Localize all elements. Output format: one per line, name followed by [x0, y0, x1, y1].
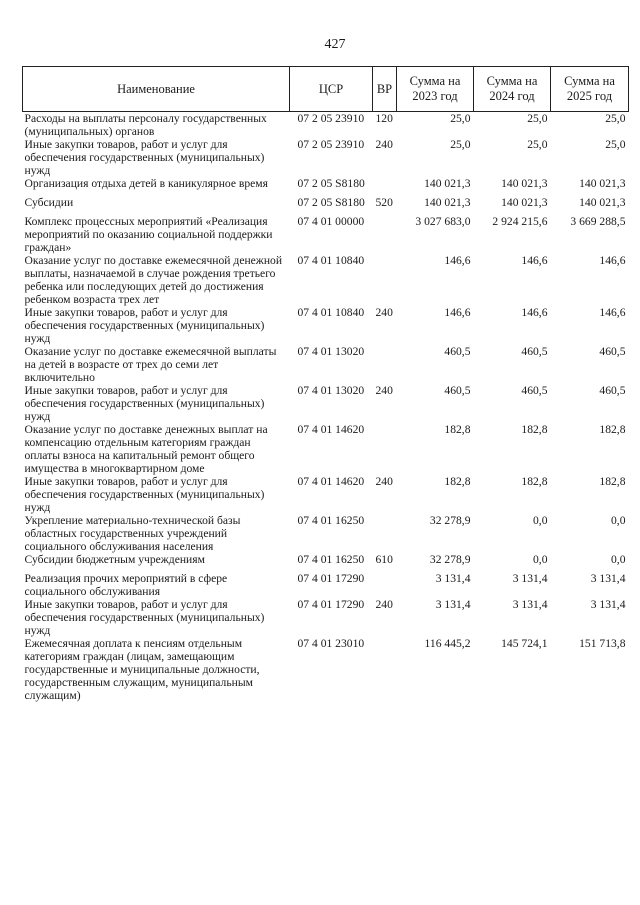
row-sum-2023: 25,0	[450, 112, 471, 125]
table-row	[23, 306, 629, 345]
row-sum-2024: 3 131,4	[512, 572, 548, 585]
table-row	[23, 384, 629, 423]
header-vr: ВР	[373, 67, 397, 112]
row-csr: 07 2 05 23910	[297, 112, 365, 125]
row-name: Оказание услуг по доставке денежных выплат на компенсацию отдельным категориям граждан оплаты взноса на капитальный ремонт общего имущества в многоквартирном доме	[24, 423, 268, 475]
table-row	[23, 112, 629, 139]
row-sum-2024: 25,0	[527, 112, 548, 125]
row-name: Ежемесячная доплата к пенсиям отдельным категориям граждан (лицам, замещающим государственные и муниципальные должности, государственным служащим, муниципальным служащим)	[24, 637, 260, 702]
row-sum-2025: 140 021,3	[579, 196, 626, 209]
table-row	[23, 553, 629, 572]
row-sum-2023: 3 027 683,0	[415, 215, 471, 228]
table-row	[23, 177, 629, 196]
row-sum-2023: 32 278,9	[429, 514, 471, 527]
row-sum-2025: 25,0	[605, 138, 626, 151]
row-name: Укрепление материально-технической базы областных государственных учреждений социального обслуживания населения	[24, 514, 241, 553]
header-csr: ЦСР	[290, 67, 373, 112]
row-name: Иные закупки товаров, работ и услуг для обеспечения государственных (муниципальных) нужд	[24, 384, 265, 423]
row-sum-2023: 460,5	[444, 384, 471, 397]
row-sum-2025: 140 021,3	[579, 177, 626, 190]
header-sum-2024: Сумма на 2024 год	[474, 67, 551, 112]
row-vr	[373, 215, 397, 254]
row-name: Иные закупки товаров, работ и услуг для обеспечения государственных (муниципальных) нужд	[24, 598, 265, 637]
row-csr: 07 4 01 23010	[297, 637, 365, 650]
row-vr: 240	[375, 598, 393, 611]
row-sum-2025: 460,5	[599, 384, 626, 397]
table-row	[23, 215, 629, 254]
header-sum-2025: Сумма на 2025 год	[551, 67, 629, 112]
header-name: Наименование	[23, 67, 290, 112]
row-vr	[373, 514, 397, 553]
row-sum-2023: 146,6	[444, 306, 471, 319]
table-row	[23, 138, 629, 177]
row-sum-2025: 0,0	[611, 553, 626, 566]
row-vr	[373, 637, 397, 702]
table-row	[23, 423, 629, 475]
table-row	[23, 254, 629, 306]
row-csr: 07 4 01 10840	[297, 254, 365, 267]
row-csr: 07 4 01 17290	[297, 598, 365, 611]
row-vr	[373, 345, 397, 384]
row-sum-2023: 116 445,2	[424, 637, 471, 650]
row-name: Комплекс процессных мероприятий «Реализация мероприятий по оказанию социальной поддержки граждан»	[24, 215, 273, 254]
row-vr	[373, 177, 397, 196]
row-csr: 07 4 01 00000	[297, 215, 365, 228]
row-sum-2025: 25,0	[605, 112, 626, 125]
row-sum-2023: 32 278,9	[429, 553, 471, 566]
row-sum-2023: 140 021,3	[424, 177, 471, 190]
row-csr: 07 4 01 14620	[297, 423, 365, 436]
row-vr: 520	[375, 196, 393, 209]
row-sum-2023: 25,0	[450, 138, 471, 151]
row-sum-2024: 0,0	[533, 514, 548, 527]
row-vr: 240	[375, 475, 393, 488]
row-sum-2024: 460,5	[521, 384, 548, 397]
row-name: Иные закупки товаров, работ и услуг для обеспечения государственных (муниципальных) нужд	[24, 138, 265, 177]
table-row	[23, 598, 629, 637]
row-csr: 07 4 01 17290	[297, 572, 365, 585]
header-sum-2023: Сумма на 2023 год	[397, 67, 474, 112]
row-vr: 240	[375, 138, 393, 151]
row-sum-2025: 3 669 288,5	[570, 215, 626, 228]
table-header-row	[23, 67, 629, 112]
row-sum-2023: 182,8	[444, 475, 471, 488]
row-name: Субсидии бюджетным учреждениям	[24, 553, 205, 566]
row-csr: 07 4 01 10840	[297, 306, 365, 319]
row-vr: 120	[375, 112, 393, 125]
table-row	[23, 514, 629, 553]
row-csr: 07 2 05 23910	[297, 138, 365, 151]
row-sum-2023: 3 131,4	[435, 572, 471, 585]
row-vr: 240	[375, 384, 393, 397]
row-csr: 07 4 01 13020	[297, 384, 365, 397]
row-sum-2024: 182,8	[521, 475, 548, 488]
row-name: Оказание услуг по доставке ежемесячной денежной выплаты, назначаемой в случае рождения третьего ребенка или последующих детей до достижения ребенком возраста трех лет	[24, 254, 283, 306]
table-row	[23, 196, 629, 215]
row-vr: 240	[375, 306, 393, 319]
row-sum-2025: 182,8	[599, 423, 626, 436]
row-sum-2023: 182,8	[444, 423, 471, 436]
row-sum-2024: 140 021,3	[501, 196, 548, 209]
row-sum-2025: 0,0	[611, 514, 626, 527]
row-sum-2025: 3 131,4	[590, 572, 626, 585]
row-vr	[373, 423, 397, 475]
row-sum-2025: 146,6	[599, 254, 626, 267]
row-sum-2024: 2 924 215,6	[492, 215, 548, 228]
row-name: Оказание услуг по доставке ежемесячной выплаты на детей в возрасте от трех до семи лет включительно	[24, 345, 277, 384]
row-csr: 07 4 01 13020	[297, 345, 365, 358]
row-csr: 07 2 05 S8180	[297, 177, 365, 190]
row-sum-2023: 140 021,3	[424, 196, 471, 209]
row-sum-2024: 25,0	[527, 138, 548, 151]
row-sum-2025: 151 713,8	[579, 637, 626, 650]
row-sum-2023: 146,6	[444, 254, 471, 267]
row-sum-2025: 182,8	[599, 475, 626, 488]
table-row	[23, 637, 629, 702]
row-csr: 07 4 01 14620	[297, 475, 365, 488]
row-sum-2024: 3 131,4	[512, 598, 548, 611]
table-row	[23, 572, 629, 598]
row-name: Иные закупки товаров, работ и услуг для обеспечения государственных (муниципальных) нужд	[24, 306, 265, 345]
row-csr: 07 4 01 16250	[297, 514, 365, 527]
row-vr	[373, 572, 397, 598]
row-name: Организация отдыха детей в каникулярное время	[24, 177, 268, 190]
row-sum-2025: 3 131,4	[590, 598, 626, 611]
budget-table	[22, 66, 629, 702]
row-name: Расходы на выплаты персоналу государственных (муниципальных) органов	[24, 112, 267, 138]
row-sum-2024: 0,0	[533, 553, 548, 566]
row-name: Реализация прочих мероприятий в сфере социального обслуживания	[24, 572, 228, 598]
table-row	[23, 475, 629, 514]
row-csr: 07 4 01 16250	[297, 553, 365, 566]
row-sum-2023: 460,5	[444, 345, 471, 358]
row-sum-2025: 146,6	[599, 306, 626, 319]
row-sum-2024: 460,5	[521, 345, 548, 358]
row-csr: 07 2 05 S8180	[297, 196, 365, 209]
row-name: Субсидии	[24, 196, 74, 209]
row-sum-2024: 146,6	[521, 306, 548, 319]
row-vr: 610	[375, 553, 393, 566]
row-sum-2024: 182,8	[521, 423, 548, 436]
row-vr	[373, 254, 397, 306]
row-sum-2024: 145 724,1	[501, 637, 548, 650]
row-name: Иные закупки товаров, работ и услуг для обеспечения государственных (муниципальных) нужд	[24, 475, 265, 514]
row-sum-2023: 3 131,4	[435, 598, 471, 611]
row-sum-2024: 140 021,3	[501, 177, 548, 190]
table-row	[23, 345, 629, 384]
row-sum-2025: 460,5	[599, 345, 626, 358]
row-sum-2024: 146,6	[521, 254, 548, 267]
page-number: 427	[324, 37, 346, 52]
